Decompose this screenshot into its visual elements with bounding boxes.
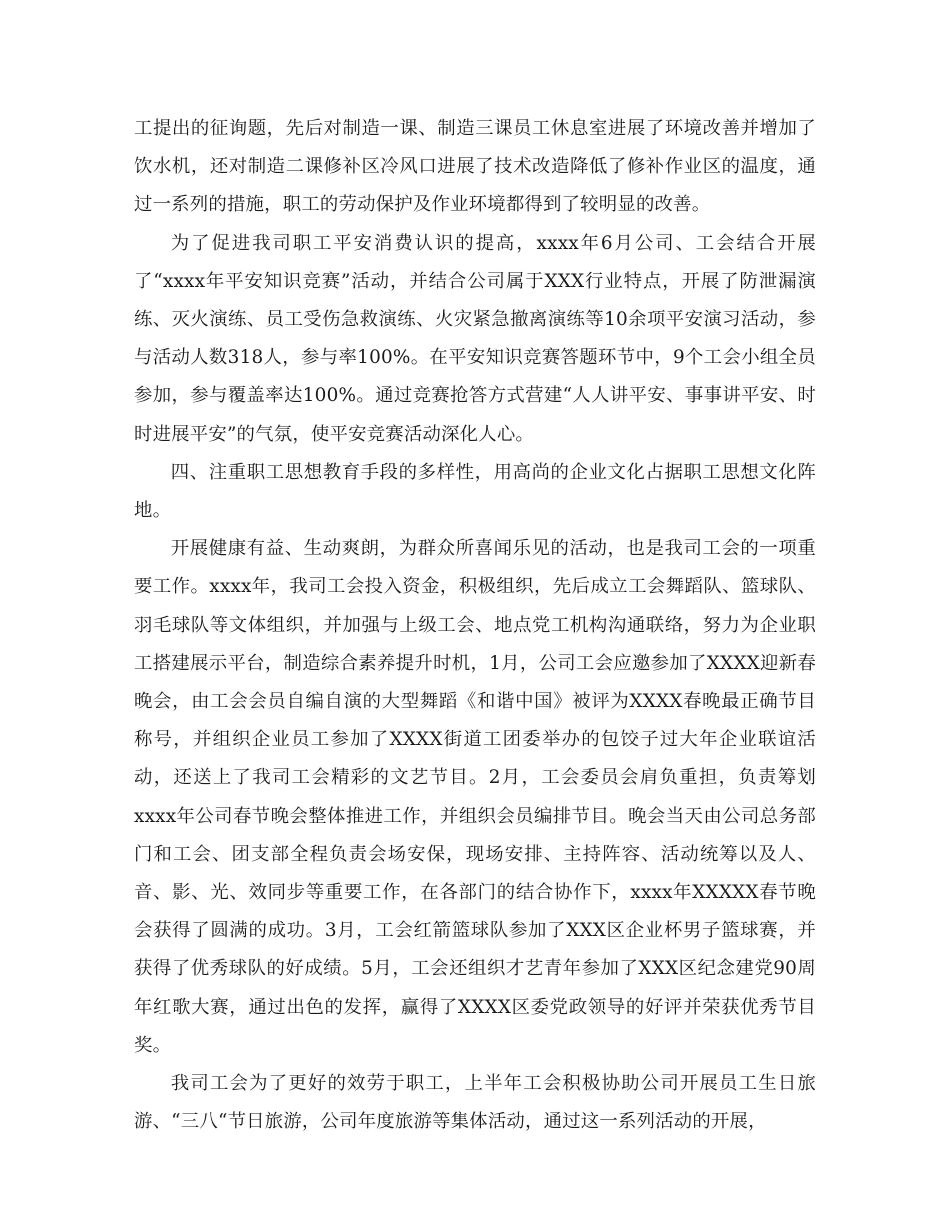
document-body <box>134 110 816 1141</box>
paragraph-continuation: 工提出的征询题，先后对制造一课、制造三课员工休息室进展了环境改善并增加了饮水机，还对制造二课修补区冷风口进展了技术改造降低了修补作业区的温度，通过一系列的措施，职工的劳动保护及作业环境都得到了较明显的改善。 <box>134 118 816 216</box>
paragraph-cultural-activities: 开展健康有益、生动爽朗，为群众所喜闻乐见的活动，也是我司工会的一项重要工作。xxxx年，我司工会投入资金，积极组织，先后成立工会舞蹈队、篮球队、羽毛球队等文体组织，并加强与上级工会、地点党工机构沟通联络，努力为企业职工搭建展示平台，制造综合素养提升时机，1月，公司工会应邀参加了XXXX迎新春晚会，由工会会员自编自演的大型舞蹈《和谐中国》被评为XXXX春晚最正确节目称号，并组织企业员工参加了XXXX街道工团委举办的包饺子过大年企业联谊活动，还送上了我司工会精彩的文艺节目。2月，工会委员会肩负重担，负责筹划xxxx年公司春节晚会整体推进工作，并组织会员编排节目。晚会当天由公司总务部门和工会、团支部全程负责会场安保，现场安排、主持阵容、活动统筹以及人、音、影、光、效同步等重要工作，在各部门的结合协作下，xxxx年XXXXX春节晚会获得了圆满的成功。3月，工会红箭篮球队参加了XXX区企业杯男子篮球赛，并获得了优秀球队的好成绩。5月，工会还组织才艺青年参加了XXX区纪念建党90周年红歌大赛，通过出色的发挥，赢得了XXXX区委党政领导的好评并荣获优秀节目奖。 <box>134 538 816 1056</box>
section-heading-four: 四、注重职工思想教育手段的多样性，用高尚的企业文化占据职工思想文化阵地。 <box>134 461 816 522</box>
paragraph-safety-competition: 为了促进我司职工平安消费认识的提高，xxxx年6月公司、工会结合开展了“xxxx年平安知识竞赛”活动，并结合公司属于XXX行业特点，开展了防泄漏演练、灭火演练、员工受伤急救演练、火灾紧急撤离演练等10余项平安演习活动，参与活动人数318人，参与率100%。在平安知识竞赛答题环节中，9个工会小组全员参加，参与覆盖率达100%。通过竞赛抢答方式营建“人人讲平安、事事讲平安、时时进展平安”的气氛，使平安竞赛活动深化人心。 <box>134 232 816 445</box>
paragraph-employee-service: 我司工会为了更好的效劳于职工，上半年工会积极协助公司开展员工生日旅游、“三八“节日旅游，公司年度旅游等集体活动，通过这一系列活动的开展， <box>134 1073 816 1133</box>
